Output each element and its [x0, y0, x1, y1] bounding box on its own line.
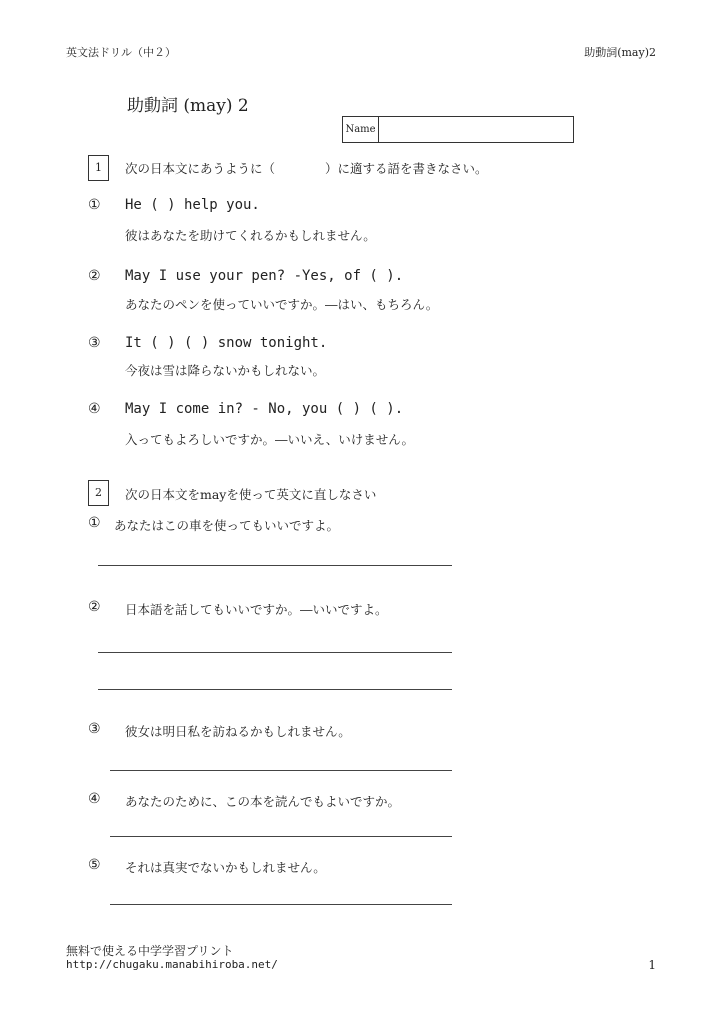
header-right: 助動詞(may)2	[584, 46, 656, 59]
q2-2-number: ②	[88, 599, 101, 615]
q2-5-number: ⑤	[88, 857, 101, 873]
q1-1-number: ①	[88, 197, 101, 213]
q1-1-japanese: 彼はあなたを助けてくれるかもしれません。	[125, 228, 376, 243]
q2-4-japanese: あなたのために、この本を読んでもよいですか。	[125, 794, 401, 809]
q2-1-japanese: あなたはこの車を使ってもいいですよ。	[114, 518, 340, 533]
name-label: Name	[343, 117, 379, 142]
section-2-instruction: 次の日本文をmayを使って英文に直しなさい	[125, 487, 377, 502]
q1-3-number: ③	[88, 335, 101, 351]
q1-4-number: ④	[88, 401, 101, 417]
answer-line-4[interactable]	[110, 836, 452, 837]
q1-1-english: He ( ) help you.	[125, 197, 260, 213]
answer-line-1[interactable]	[98, 565, 452, 566]
q2-5-japanese: それは真実でないかもしれません。	[125, 860, 326, 875]
page-number: 1	[648, 958, 656, 972]
q1-2-japanese: あなたのペンを使っていいですか。―はい、もちろん。	[125, 297, 439, 312]
section-1-instruction: 次の日本文にあうように（ ）に適する語を書きなさい。	[125, 161, 488, 176]
q1-2-number: ②	[88, 268, 101, 284]
q2-4-number: ④	[88, 791, 101, 807]
q2-1-number: ①	[88, 515, 101, 531]
footer-site-name: 無料で使える中学学習プリント	[66, 944, 234, 958]
section-1-number: 1	[88, 155, 109, 181]
answer-line-2a[interactable]	[98, 652, 452, 653]
q1-4-japanese: 入ってもよろしいですか。―いいえ、いけません。	[125, 432, 415, 447]
footer-url[interactable]: http://chugaku.manabihiroba.net/	[66, 958, 278, 971]
name-field[interactable]	[380, 117, 573, 142]
q1-2-english: May I use your pen? -Yes, of ( ).	[125, 268, 404, 284]
header-left: 英文法ドリル（中２）	[66, 46, 176, 59]
q2-3-japanese: 彼女は明日私を訪ねるかもしれません。	[125, 724, 351, 739]
name-box	[342, 116, 574, 143]
q1-3-english: It ( ) ( ) snow tonight.	[125, 335, 328, 351]
section-2-number: 2	[88, 480, 109, 506]
answer-line-2b[interactable]	[98, 689, 452, 690]
answer-line-5[interactable]	[110, 904, 452, 905]
q1-4-english: May I come in? - No, you ( ) ( ).	[125, 401, 404, 417]
q1-3-japanese: 今夜は雪は降らないかもしれない。	[125, 363, 326, 378]
q2-2-japanese: 日本語を話してもいいですか。―いいですよ。	[125, 602, 388, 617]
q2-3-number: ③	[88, 721, 101, 737]
answer-line-3[interactable]	[110, 770, 452, 771]
page-title: 助動詞 (may) 2	[127, 96, 249, 116]
